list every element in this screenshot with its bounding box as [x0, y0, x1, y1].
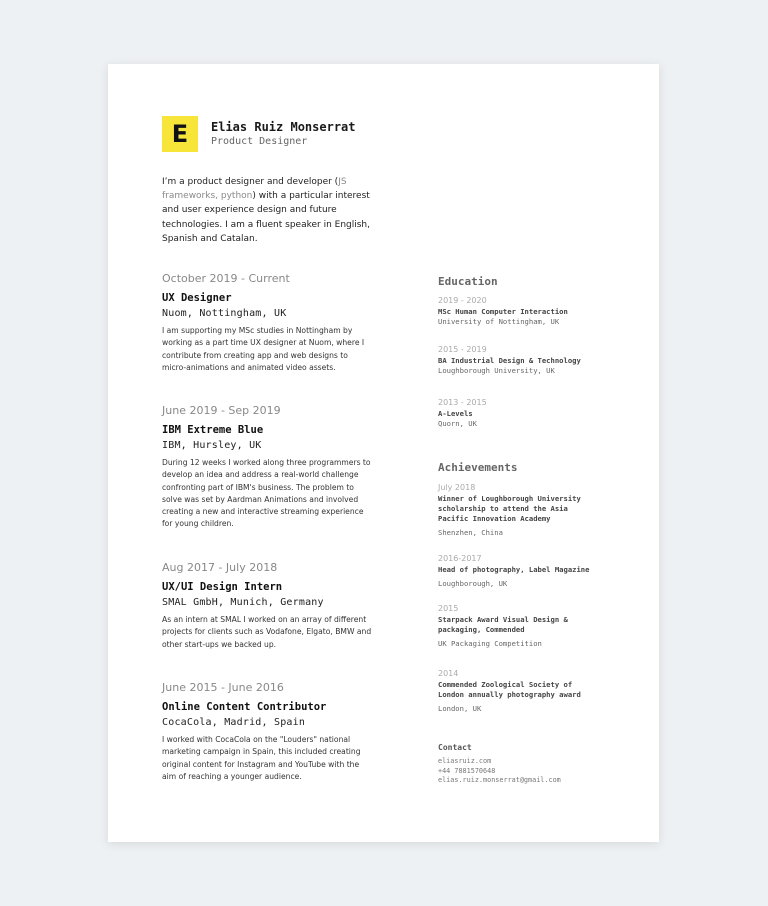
achievement-place: London, UK [438, 704, 482, 713]
achievement-title: Head of photography, Label Magazine [438, 565, 590, 574]
experience-description: I am supporting my MSc studies in Nottingham by working as a part time UX designer at Nuom, where I contribute from creating app and web designs to micro-animations and animated video assets. [162, 326, 365, 372]
achievement-title: Winner of Loughborough University scholarship to attend the Asia Pacific Innovation Academy [438, 494, 581, 523]
person-role: Product Designer [211, 136, 308, 147]
experience-item [162, 561, 372, 651]
bio-highlight: JS frameworks, python [162, 177, 347, 202]
achievement-item [438, 554, 613, 589]
experience-period: Aug 2017 - July 2018 [162, 561, 278, 574]
experience-company: IBM, Hursley, UK [162, 440, 262, 451]
achievement-year: 2016-2017 [438, 554, 482, 563]
bio-text-2: ) with a particular interest and user experience design and future technologies. I am a fluent speaker in English, Spanish and Catalan. [162, 191, 371, 244]
achievement-place: UK Packaging Competition [438, 639, 542, 648]
education-title: A-Levels [438, 409, 473, 418]
education-heading: Education [438, 275, 498, 288]
achievement-item [438, 604, 588, 649]
contact-phone[interactable]: +44 7881570648 [438, 766, 496, 775]
education-years: 2013 - 2015 [438, 398, 487, 407]
experience-title: Online Content Contributor [162, 701, 327, 713]
achievements-heading: Achievements [438, 461, 518, 474]
achievement-place: Loughborough, UK [438, 579, 508, 588]
education-years: 2019 - 2020 [438, 296, 487, 305]
resume-page [108, 64, 659, 842]
contact-block [438, 743, 638, 786]
contact-website[interactable]: eliasruiz.com [438, 757, 492, 765]
education-title: BA Industrial Design & Technology [438, 356, 581, 365]
achievement-title: Commended Zoological Society of London annually photography award [438, 680, 581, 699]
experience-description: I worked with CocaCola on the "Louders" national marketing campaign in Spain, this included creating original content for Instagram and YouTube with the aim of reaching a younger audience. [162, 735, 361, 781]
education-years: 2015 - 2019 [438, 345, 487, 354]
experience-item [162, 404, 372, 531]
experience-company: SMAL GmbH, Munich, Germany [162, 597, 324, 608]
education-item [438, 345, 638, 376]
education-title: MSc Human Computer Interaction [438, 307, 568, 316]
experience-title: UX Designer [162, 292, 232, 304]
education-place: University of Nottingham, UK [438, 317, 560, 326]
achievement-place: Shenzhen, China [438, 528, 503, 537]
experience-item [162, 272, 372, 374]
achievement-item [438, 669, 598, 714]
experience-company: Nuom, Nottingham, UK [162, 308, 287, 319]
achievement-year: July 2018 [438, 483, 476, 492]
person-name: Elias Ruiz Monserrat [211, 120, 356, 134]
education-place: Quorn, UK [438, 419, 477, 428]
education-place: Loughborough University, UK [438, 366, 555, 375]
experience-description: As an intern at SMAL I worked on an array of different projects for clients such as Vodafone, Elgato, BMW and other start-ups we backed up. [162, 615, 372, 649]
logo-mark [162, 116, 198, 152]
achievement-item [438, 483, 598, 538]
education-item [438, 398, 638, 429]
experience-title: IBM Extreme Blue [162, 424, 264, 436]
experience-period: June 2015 - June 2016 [162, 681, 284, 694]
bio-text-1: I’m a product designer and developer ( [162, 177, 339, 187]
experience-period: June 2019 - Sep 2019 [162, 404, 281, 417]
achievement-title: Starpack Award Visual Design & packaging, Commended [438, 615, 568, 634]
experience-description: During 12 weeks I worked along three programmers to develop an idea and address a real-world challenge confronting part of IBM's business. The problem to solve was set by Aardman Animations and involved creating a new and interactive streaming experience for young children. [162, 458, 371, 529]
contact-heading: Contact [438, 743, 472, 752]
logo-letter: E [171, 120, 189, 148]
experience-item [162, 681, 372, 783]
achievement-year: 2014 [438, 669, 459, 678]
experience-company: CocaCola, Madrid, Spain [162, 717, 306, 728]
bio-paragraph [162, 175, 388, 246]
experience-period: October 2019 - Current [162, 272, 290, 285]
experience-title: UX/UI Design Intern [162, 581, 283, 593]
achievement-year: 2015 [438, 604, 459, 613]
education-item [438, 296, 638, 327]
contact-email[interactable]: elias.ruiz.monserrat@gmail.com [438, 776, 561, 784]
